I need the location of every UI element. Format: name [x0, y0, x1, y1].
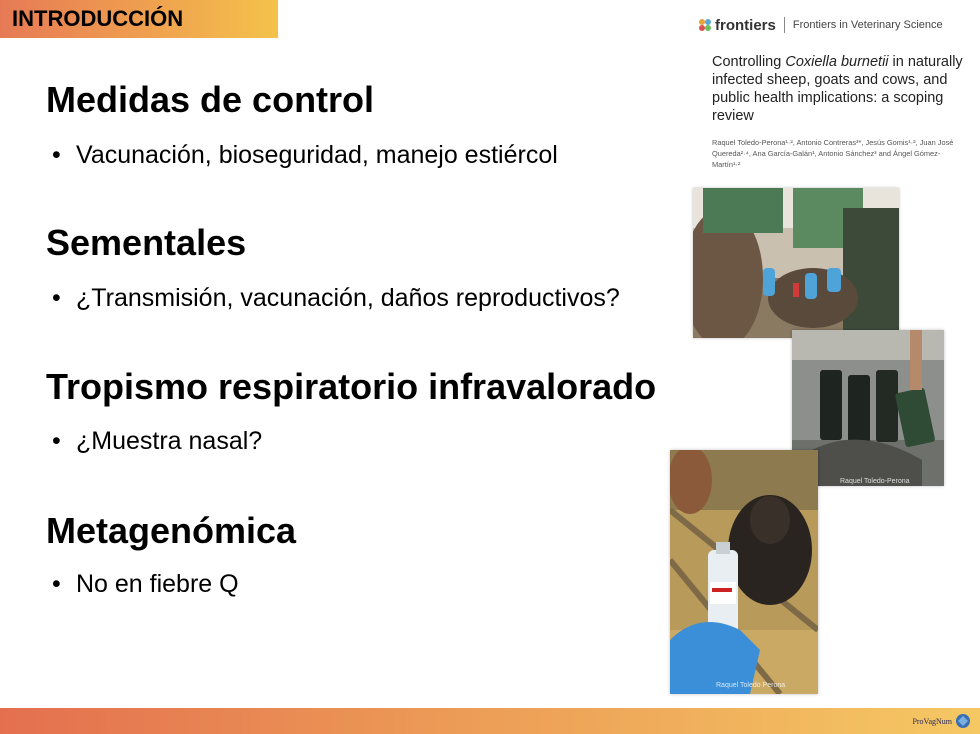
- title-part: in naturally infected sheep, goats and cows, and public health implications: a scoping review: [712, 54, 963, 124]
- paper-title: [712, 53, 968, 125]
- heading-metagenomics: Metagenómica: [46, 510, 297, 551]
- heading-sires: Sementales: [46, 222, 247, 263]
- frontiers-logo-icon: [698, 18, 712, 32]
- bullet-respiratory-tropism: [52, 427, 262, 456]
- bullet-dot: •: [52, 284, 61, 312]
- bullet-text: No en fiebre Q: [76, 570, 239, 598]
- bullet-dot: •: [52, 141, 61, 169]
- bullet-metagenomics: [52, 570, 239, 599]
- bullet-text: ¿Muestra nasal?: [76, 427, 263, 455]
- journal-name: Frontiers in Veterinary Science: [792, 19, 943, 31]
- paper-authors: Raquel Toledo-Perona¹·², Antonio Contreras³*, Jesús Gomis¹·², Juan José Quereda²·⁴, Ana García-Galán¹, Antonio Sánchez³ and Ángel Gómez-Martín¹·²: [712, 138, 954, 169]
- title-species: Coxiella burnetii: [785, 54, 889, 70]
- photo-sheep-handling-image: [693, 188, 899, 338]
- paper-reference: [698, 12, 968, 184]
- title-part: Controlling: [712, 54, 786, 70]
- photo-credit: Raquel Toledo Perona: [716, 682, 786, 689]
- bullet-dot: •: [52, 570, 61, 598]
- frontiers-brand: [698, 17, 776, 34]
- paper-header: [698, 12, 968, 38]
- photo-sheep-handling: [693, 188, 899, 338]
- heading-respiratory-tropism: Tropismo respiratorio infravalorado: [46, 366, 657, 407]
- photo-goat-vaccine: [670, 450, 818, 694]
- bullet-text: ¿Transmisión, vacunación, daños reproductivos?: [76, 284, 620, 312]
- footer-logo-text: ProVagNum: [912, 716, 952, 726]
- photo-goat-vaccine-image: [670, 450, 818, 694]
- footer-bar: [0, 708, 980, 734]
- bullet-control-measures: [52, 141, 558, 170]
- brand-divider: [784, 17, 785, 33]
- bullet-dot: •: [52, 427, 61, 455]
- brand-name: frontiers: [715, 16, 776, 34]
- photo-credit: Raquel Toledo-Perona: [840, 478, 910, 485]
- provag-logo-icon: [954, 712, 972, 730]
- bullet-text: Vacunación, bioseguridad, manejo estiércol: [76, 141, 558, 169]
- footer-logo: [912, 710, 972, 732]
- heading-control-measures: Medidas de control: [46, 79, 375, 120]
- section-label: INTRODUCCIÓN: [0, 0, 278, 38]
- bullet-sires: [52, 284, 620, 313]
